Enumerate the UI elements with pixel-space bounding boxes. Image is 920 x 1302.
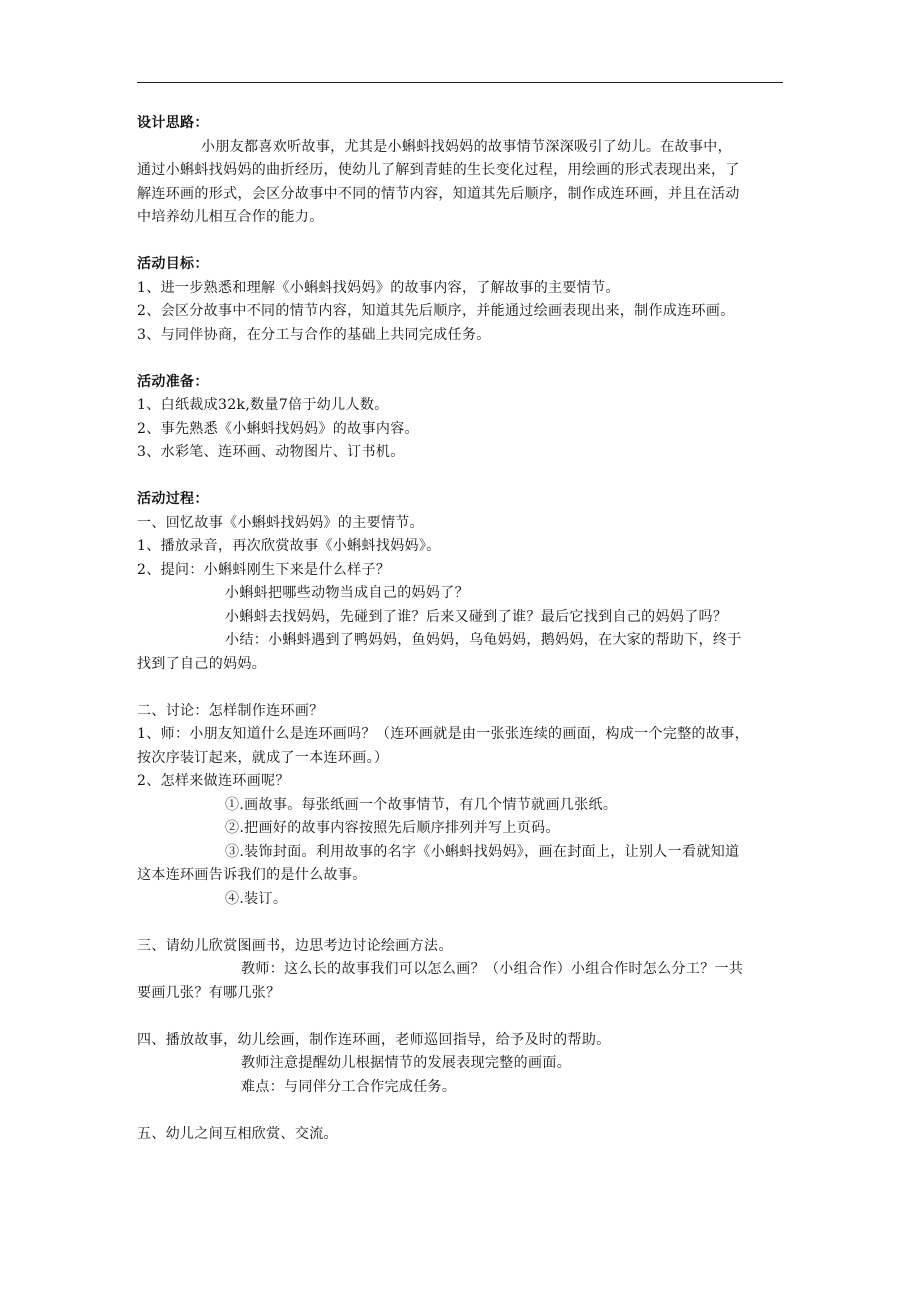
paragraph-line: 中培养幼儿相互合作的能力。 (137, 209, 324, 225)
document-body (137, 112, 785, 1146)
list-item: 2、怎样来做连环画呢？ (137, 773, 290, 789)
step-title: 二、讨论：怎样制作连环画？ (137, 702, 324, 719)
spacer (137, 347, 785, 371)
section-prep (137, 371, 785, 465)
list-item: 按次序装订起来，就成了一本连环画。） (137, 749, 389, 766)
list-item: 1、播放录音，再次欣赏故事《小蝌蚪找妈妈》。 (137, 538, 441, 554)
section-process (137, 488, 785, 1146)
header-rule (137, 82, 783, 83)
list-item: ④.装订。 (225, 890, 288, 907)
process-part-4 (137, 1029, 785, 1100)
list-item: 2、会区分故事中不同的情节内容，知道其先后顺序，并能通过绘画表现出来，制作成连环画。 (137, 303, 735, 319)
list-item: 要画几张？有哪几张？ (137, 984, 281, 1001)
section-heading: 活动目标： (137, 256, 209, 272)
spacer (137, 465, 785, 489)
step-title: 四、播放故事，幼儿绘画，制作连环画，老师巡回指导，给予及时的帮助。 (137, 1031, 611, 1048)
list-item: 难点：与同伴分工合作完成任务。 (241, 1078, 457, 1095)
list-item: 1、师：小朋友知道什么是连环画吗？（连环画就是由一张张连续的画面，构成一个完整的故事， (137, 726, 749, 742)
list-item: 3、水彩笔、连环画、动物图片、订书机。 (137, 444, 405, 460)
spacer (137, 1005, 785, 1029)
section-design (137, 112, 785, 230)
spacer (137, 911, 785, 935)
list-item: 2、事先熟悉《小蝌蚪找妈妈》的故事内容。 (137, 420, 419, 437)
process-part-2 (137, 700, 785, 912)
list-item: ②.把画好的故事内容按照先后顺序排列并写上页码。 (225, 820, 560, 836)
spacer (137, 676, 785, 700)
step-title: 五、幼儿之间互相欣赏、交流。 (137, 1125, 338, 1142)
step-title: 三、请幼儿欣赏图画书，边思考边讨论绘画方法。 (137, 937, 453, 954)
section-goals (137, 253, 785, 347)
list-item: 小结：小蝌蚪遇到了鸭妈妈，鱼妈妈，乌龟妈妈，鹅妈妈，在大家的帮助下，终于 (225, 632, 742, 648)
process-part-5 (137, 1123, 785, 1147)
spacer (137, 230, 785, 254)
list-item: 1、进一步熟悉和理解《小蝌蚪找妈妈》的故事内容，了解故事的主要情节。 (137, 279, 620, 296)
section-heading: 设计思路： (137, 115, 209, 131)
list-item: 这本连环画告诉我们的是什么故事。 (137, 867, 367, 883)
process-part-1 (137, 512, 785, 677)
spacer (137, 1099, 785, 1123)
paragraph-line: 通过小蝌蚪找妈妈的曲折经历，使幼儿了解到青蛙的生长变化过程，用绘画的形式表现出来，了 (137, 162, 740, 178)
list-item: ①.画故事。每张纸画一个故事情节，有几个情节就画几张纸。 (225, 796, 618, 813)
list-item: 3、与同伴协商，在分工与合作的基础上共同完成任务。 (137, 326, 491, 343)
list-item: 教师：这么长的故事我们可以怎么画？（小组合作）小组合作时怎么分工？一共 (241, 961, 744, 977)
list-item: 2、提问：小蝌蚪刚生下来是什么样子？ (137, 561, 391, 578)
list-item: 小蝌蚪去找妈妈，先碰到了谁？后来又碰到了谁？最后它找到自己的妈妈了吗？ (225, 608, 728, 625)
section-heading: 活动准备： (137, 373, 209, 390)
paragraph-line: 小朋友都喜欢听故事，尤其是小蝌蚪找妈妈的故事情节深深吸引了幼儿。在故事中， (201, 138, 732, 155)
list-item: ③.装饰封面。利用故事的名字《小蝌蚪找妈妈》，画在封面上，让别人一看就知道 (225, 843, 740, 860)
process-part-3 (137, 935, 785, 1006)
list-item: 小蝌蚪把哪些动物当成自己的妈妈了？ (225, 585, 469, 601)
section-heading: 活动过程： (137, 491, 209, 507)
list-item: 1、白纸裁成32k,数量7倍于幼儿人数。 (137, 397, 389, 413)
list-item: 教师注意提醒幼儿根据情节的发展表现完整的画面。 (241, 1055, 572, 1071)
list-item: 找到了自己的妈妈。 (137, 655, 267, 672)
step-title: 一、回忆故事《小蝌蚪找妈妈》的主要情节。 (137, 514, 424, 531)
paragraph-line: 解连环画的形式，会区分故事中不同的情节内容，知道其先后顺序，制作成连环画，并且在活动 (137, 185, 740, 202)
